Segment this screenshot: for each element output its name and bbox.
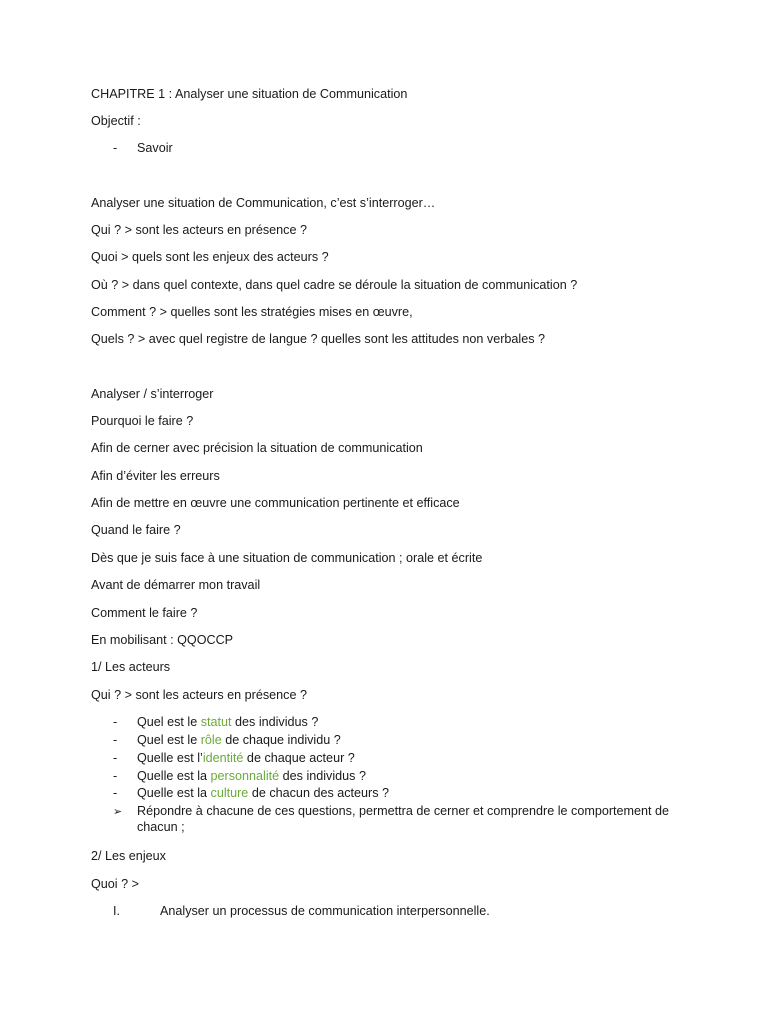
list-item: - Quel est le rôle de chaque individu ? (113, 733, 341, 747)
intro-paragraph: Analyser une situation de Communication, c’est s’interroger… (91, 196, 436, 210)
question-quoi: Quoi > quels sont les enjeux des acteurs ? (91, 250, 329, 264)
question-quels: Quels ? > avec quel registre de langue ? quelles sont les attitudes non verbales ? (91, 332, 546, 346)
question-ou: Où ? > dans quel contexte, dans quel cadre se déroule la situation de communication ? (91, 278, 578, 292)
chapter-title: CHAPITRE 1 : Analyser une situation de Communication (91, 87, 408, 101)
arrow-bullet-icon: ➢ (113, 806, 123, 818)
question-qui: Qui ? > sont les acteurs en présence ? (91, 223, 307, 237)
list-item: - Quelle est la culture de chacun des acteurs ? (113, 786, 390, 800)
pourquoi-line: Pourquoi le faire ? (91, 414, 194, 428)
highlight-term: statut (200, 715, 232, 729)
des-que-line: Dès que je suis face à une situation de communication ; orale et écrite (91, 551, 483, 565)
list-item: - Quelle est la personnalité des individus ? (113, 769, 366, 783)
list-item (113, 903, 490, 919)
roman-numeral: I. (113, 904, 120, 918)
section-heading-acteurs: 1/ Les acteurs (91, 660, 171, 674)
qui-repeat-line: Qui ? > sont les acteurs en présence ? (91, 688, 307, 702)
dash-bullet: - (113, 769, 118, 783)
list-item: - Quel est le statut des individus ? (113, 715, 319, 729)
dash-bullet: - (113, 141, 118, 155)
analyser-heading: Analyser / s’interroger (91, 387, 214, 401)
dash-bullet: - (113, 751, 118, 765)
afin-line-3: Afin de mettre en œuvre une communication pertinente et efficace (91, 496, 460, 510)
mobilisant-line: En mobilisant : QQOCCP (91, 633, 234, 647)
list-item-text: Répondre à chacune de ces questions, permettra de cerner et comprendre le comportement de chacun ; (137, 804, 670, 834)
objectif-label: Objectif : (91, 114, 141, 128)
list-item: - Quelle est l’identité de chaque acteur ? (113, 751, 355, 765)
highlight-term: personnalité (210, 769, 280, 783)
question-comment: Comment ? > quelles sont les stratégies mises en œuvre, (91, 305, 413, 319)
dash-bullet: - (113, 733, 118, 747)
afin-line-2: Afin d’éviter les erreurs (91, 469, 220, 483)
list-item (113, 140, 173, 156)
highlight-term: identité (202, 751, 244, 765)
dash-bullet: - (113, 715, 118, 729)
list-item (113, 803, 670, 834)
comment-faire-line: Comment le faire ? (91, 606, 198, 620)
list-item-text: Savoir (137, 141, 173, 155)
highlight-term: culture (210, 786, 249, 800)
section-heading-enjeux: 2/ Les enjeux (91, 849, 166, 863)
quoi-repeat-line: Quoi ? > (91, 877, 139, 891)
quand-line: Quand le faire ? (91, 523, 181, 537)
list-item-text: Analyser un processus de communication interpersonnelle. (160, 904, 490, 918)
highlight-term: rôle (200, 733, 222, 747)
avant-line: Avant de démarrer mon travail (91, 578, 261, 592)
dash-bullet: - (113, 786, 118, 800)
afin-line-1: Afin de cerner avec précision la situation de communication (91, 441, 423, 455)
